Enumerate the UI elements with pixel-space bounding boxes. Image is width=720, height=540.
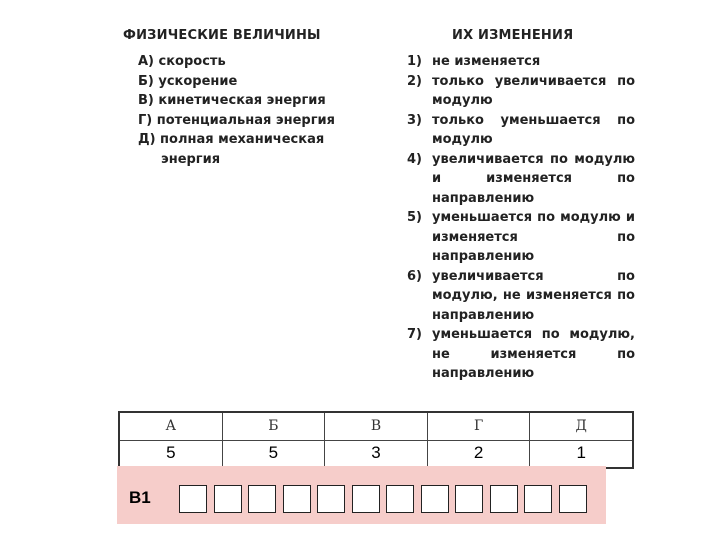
answer-letter: Д [575,418,587,434]
answer-divider [120,440,222,441]
answer-cell[interactable] [179,485,207,513]
answer-column-d [530,413,632,467]
answer-letter: Г [473,418,484,434]
answer-column-b [223,413,326,467]
answer-value[interactable]: 1 [576,443,586,462]
changes-list [407,52,635,384]
answer-divider [428,440,530,441]
answer-cell[interactable] [352,485,380,513]
answer-divider [223,440,325,441]
right-column-header: ИХ ИЗМЕНЕНИЯ [452,28,574,43]
change-item: 2) только увеличивается по модулю [407,73,635,108]
answer-table [118,411,634,469]
answer-cell[interactable] [386,485,414,513]
change-item: 4) увеличивается по модулю и изменяется по направлению [407,151,635,206]
answer-form [117,466,606,524]
answer-letter: А [165,418,177,434]
change-item: 6) увеличивается по модулю, не изменяется по направлению [407,268,635,323]
change-item: 5) уменьшается по модулю и изменяется по направлению [407,210,635,264]
answer-cell[interactable] [455,485,483,513]
left-column-header: ФИЗИЧЕСКИЕ ВЕЛИЧИНЫ [123,28,321,43]
quantity-item: А) скорость [138,54,226,69]
answer-cell[interactable] [490,485,518,513]
quantity-item: Д) полная механическая энергия [138,130,358,169]
quantities-list [138,52,358,169]
answer-cell[interactable] [421,485,449,513]
answer-cell[interactable] [524,485,552,513]
change-item: 7) уменьшается по модулю, не изменяется по направлению [407,327,635,381]
quantity-item: В) кинетическая энергия [138,93,326,108]
answer-value[interactable]: 5 [268,443,279,462]
quantity-item: Б) ускорение [138,73,238,89]
answer-value[interactable]: 5 [166,443,176,462]
answer-cell[interactable] [214,485,242,513]
answer-cell[interactable] [559,485,587,513]
answer-column-g [428,413,531,467]
answer-letter: В [370,418,382,434]
answer-letter: Б [268,418,279,434]
answer-cell[interactable] [317,485,345,513]
change-item: 1) не изменяется [407,54,541,69]
answer-value[interactable]: 2 [473,443,484,462]
answer-divider [325,440,427,441]
answer-divider [530,440,632,441]
answer-cell[interactable] [248,485,276,513]
answer-column-v [325,413,428,467]
change-item: 3) только уменьшается по модулю [407,112,635,147]
quantity-item-continuation: энергия [161,151,221,167]
quantity-item: Г) потенциальная энергия [138,112,335,128]
answer-form-label: В1 [129,488,151,507]
answer-cell[interactable] [283,485,311,513]
answer-column-a [120,413,223,467]
answer-value[interactable]: 3 [371,443,381,462]
